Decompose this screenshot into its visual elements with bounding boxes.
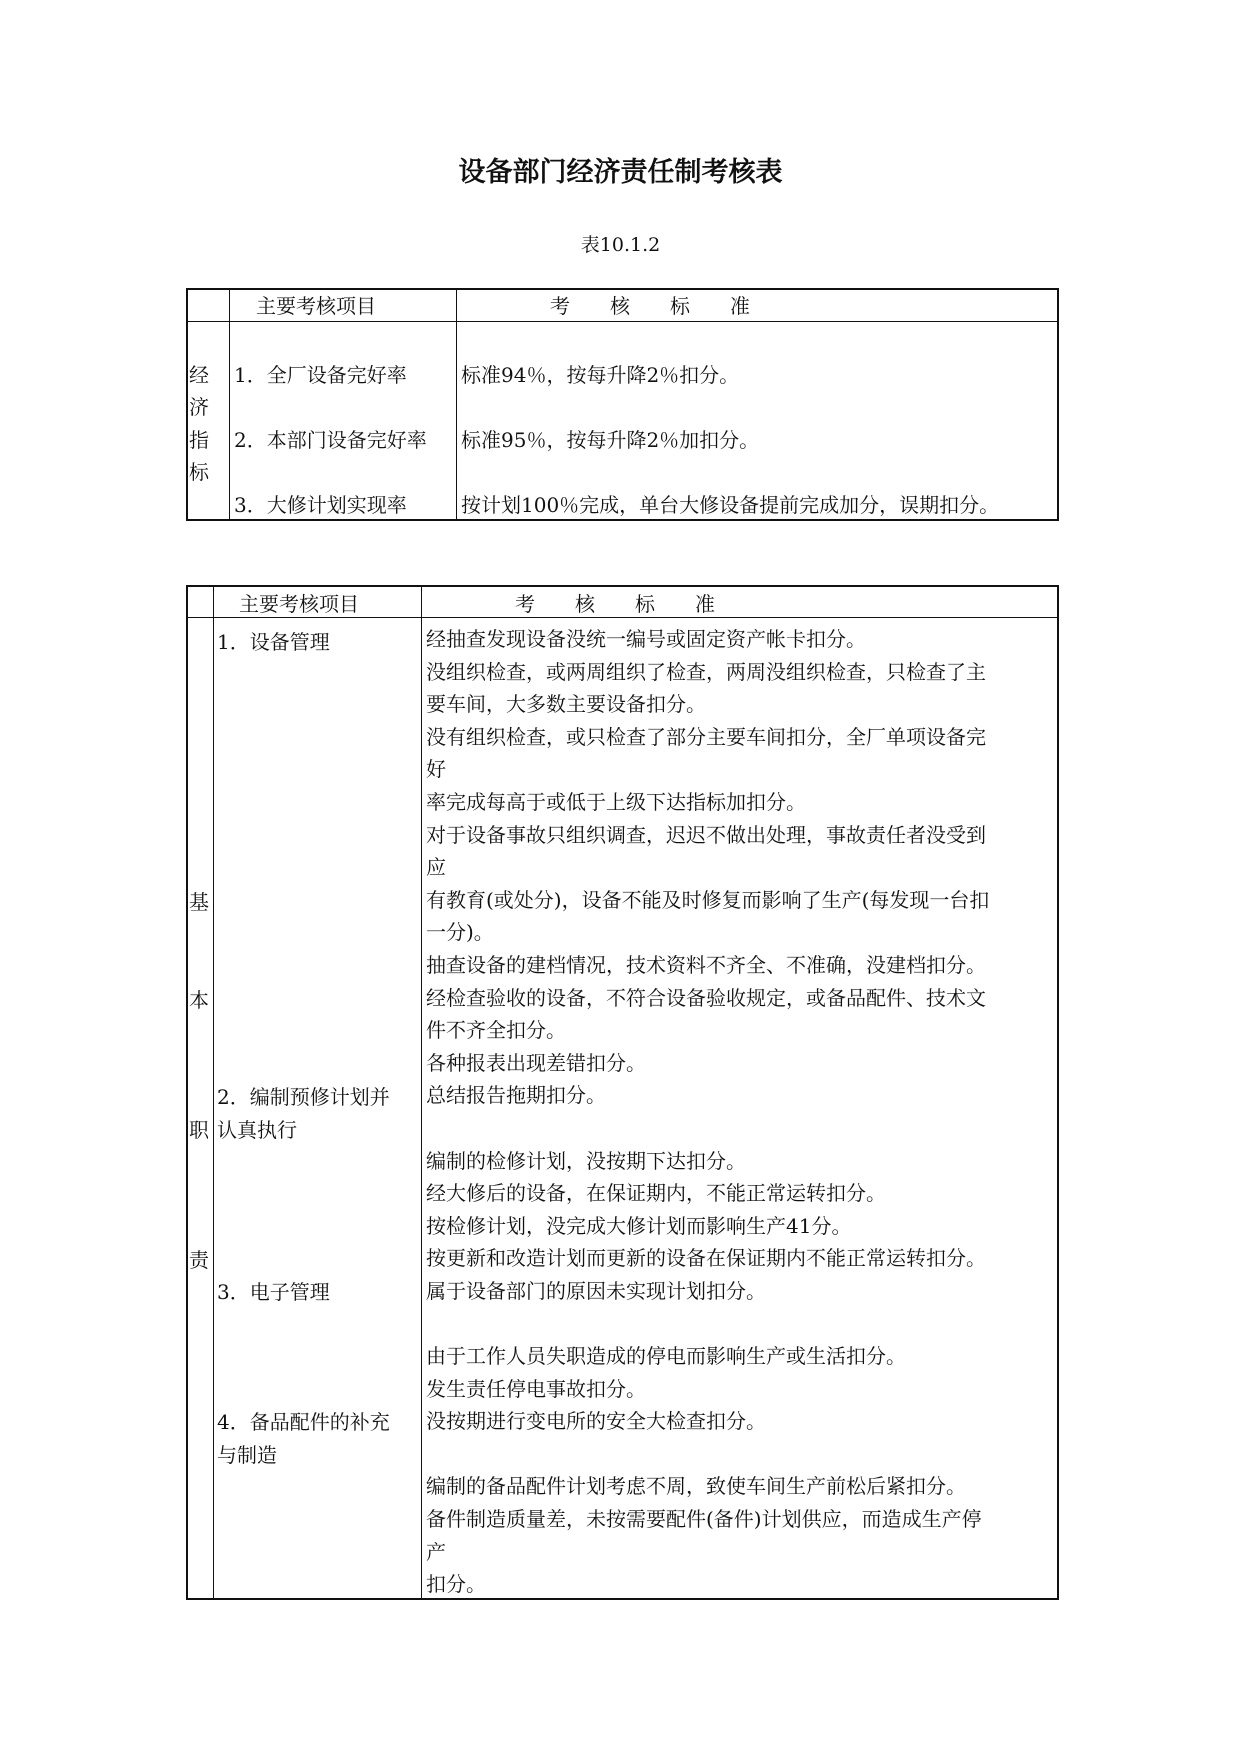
table2-standard-line: 备件制造质量差，未按需要配件(备件)计划供应，而造成生产停 (426, 1507, 982, 1532)
table2-col-divider-2 (421, 585, 422, 1600)
table2-standard-line: 按检修计划，没完成大修计划而影响生产41分。 (426, 1213, 852, 1238)
table-number: 表10.1.2 (580, 234, 661, 256)
table1-category-char: 济 (189, 395, 209, 419)
table2-standard-line: 由于工作人员失职造成的停电而影响生产或生活扣分。 (426, 1344, 906, 1369)
table1-item: 2．本部门设备完好率 (234, 428, 427, 452)
table2-standard-line: 没按期进行变电所的安全大检查扣分。 (426, 1409, 766, 1434)
table2-standard-line: 要车间，大多数主要设备扣分。 (426, 692, 706, 717)
table2-standard-line: 有教育(或处分)，设备不能及时修复而影响了生产(每发现一台扣 (426, 887, 990, 912)
table1-standard: 标准94％，按每升降2％扣分。 (461, 363, 740, 387)
table2-standard-line: 没有组织检查，或只检查了部分主要车间扣分，全厂单项设备完 (426, 724, 986, 749)
table1-header-standard: 考 核 标 准 (550, 294, 750, 318)
table1-standard: 标准95％，按每升降2％加扣分。 (461, 428, 760, 452)
page-title: 设备部门经济责任制考核表 (458, 157, 783, 188)
table1-header-divider (186, 321, 1059, 322)
table2-standard-line: 件不齐全扣分。 (426, 1018, 566, 1043)
table2-header-divider (186, 617, 1059, 618)
table2-standard-line: 编制的备品配件计划考虑不周，致使车间生产前松后紧扣分。 (426, 1474, 966, 1499)
table2-standard-line: 率完成每高于或低于上级下达指标加扣分。 (426, 789, 806, 814)
table1-category-char: 指 (189, 428, 209, 452)
table1-border (186, 288, 1059, 521)
table2-standards-list (426, 623, 989, 1601)
table2-standard-line: 属于设备部门的原因未实现计划扣分。 (426, 1278, 766, 1303)
table2-item: 与制造 (217, 1443, 277, 1467)
table2-category-char: 职 (189, 1118, 209, 1142)
table2-standard-line: 产 (426, 1539, 446, 1564)
table1-item: 3．大修计划实现率 (234, 493, 407, 517)
table2-standard-line: 没组织检查，或两周组织了检查，两周没组织检查，只检查了主 (426, 659, 986, 684)
table1-category-char: 标 (189, 460, 209, 484)
table2-item: 4．备品配件的补充 (217, 1410, 390, 1434)
table2-category-char: 责 (189, 1248, 209, 1272)
table2-standard-line: 应 (426, 855, 446, 880)
table2-standard-line: 扣分。 (426, 1572, 486, 1597)
table2-standard-line: 各种报表出现差错扣分。 (426, 1050, 646, 1075)
table2-standard-line (426, 1112, 989, 1145)
table2-category-char: 基 (189, 890, 209, 914)
table2-standard-line: 经大修后的设备，在保证期内，不能正常运转扣分。 (426, 1181, 886, 1206)
table1-col-divider-1 (229, 288, 230, 521)
table2-item: 认真执行 (217, 1118, 297, 1142)
table2-standard-line: 发生责任停电事故扣分。 (426, 1376, 646, 1401)
table2-standard-line: 对于设备事故只组织调查，迟迟不做出处理，事故责任者没受到 (426, 822, 986, 847)
table2-standard-line: 总结报告拖期扣分。 (426, 1083, 606, 1108)
table2-category-char: 本 (189, 988, 209, 1012)
table2-header-standard: 考 核 标 准 (515, 592, 715, 616)
table2-standard-line: 按更新和改造计划而更新的设备在保证期内不能正常运转扣分。 (426, 1246, 986, 1271)
table1-standard: 按计划100％完成，单台大修设备提前完成加分，误期扣分。 (461, 493, 1000, 517)
table1-category-char: 经 (189, 363, 209, 387)
table2-col-divider-1 (213, 585, 214, 1600)
table2-item: 3．电子管理 (217, 1280, 330, 1304)
table2-standard-line: 好 (426, 757, 446, 782)
table2-standard-line: 一分)。 (426, 920, 494, 945)
table1-header-item: 主要考核项目 (256, 294, 376, 318)
table2-standard-line: 抽查设备的建档情况，技术资料不齐全、不准确，没建档扣分。 (426, 952, 986, 977)
table2-standard-line (426, 1307, 989, 1340)
table1-col-divider-2 (456, 288, 457, 521)
table2-standard-line (426, 1438, 989, 1471)
table2-item: 2．编制预修计划并 (217, 1085, 390, 1109)
table2-header-item: 主要考核项目 (239, 592, 359, 616)
table2-standard-line: 经抽查发现设备没统一编号或固定资产帐卡扣分。 (426, 627, 866, 651)
table2-item: 1．设备管理 (217, 630, 330, 654)
table1-item: 1．全厂设备完好率 (234, 363, 407, 387)
table2-standard-line: 经检查验收的设备，不符合设备验收规定，或备品配件、技术文 (426, 985, 986, 1010)
table2-standard-line: 编制的检修计划，没按期下达扣分。 (426, 1148, 746, 1173)
